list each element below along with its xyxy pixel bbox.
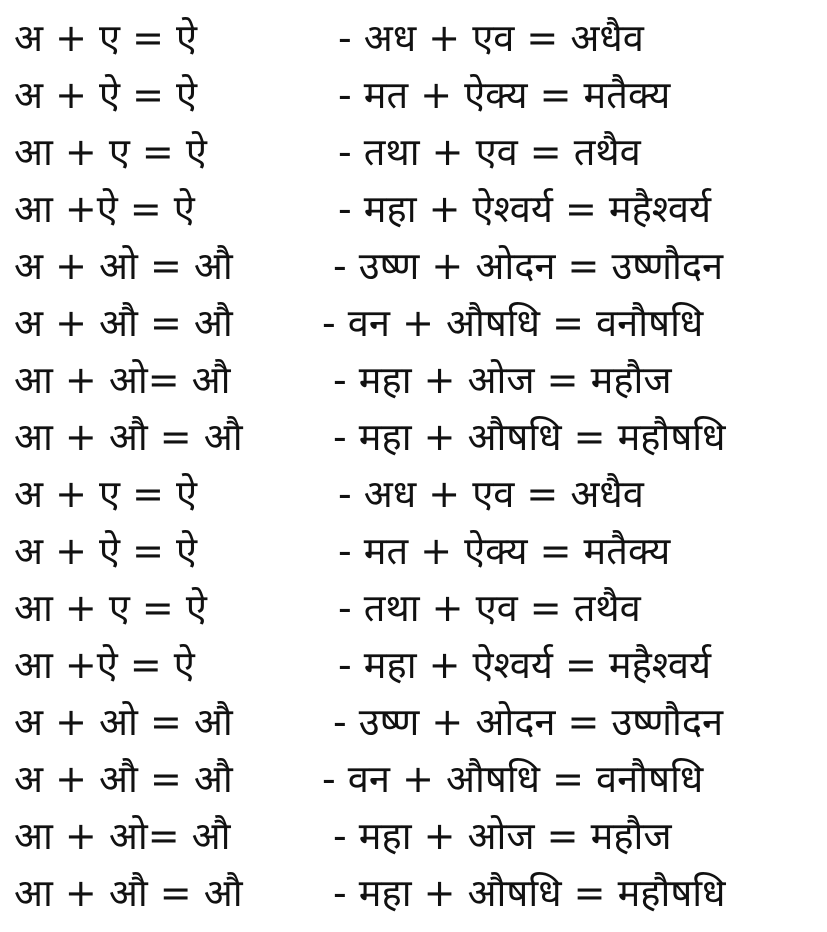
word-example: - मत + ऐक्य = मतैक्य (338, 73, 671, 117)
word-example: - उष्ण + ओदन = उष्णौदन (333, 700, 724, 744)
vowel-rule: अ + ओ = औ (14, 244, 233, 288)
vowel-rule: अ + ए = ऐ (14, 16, 198, 60)
sandhi-row (0, 352, 827, 409)
word-example: - महा + औषधि = महौषधि (333, 415, 726, 459)
sandhi-row (0, 466, 827, 523)
sandhi-row (0, 580, 827, 637)
vowel-rule: आ +ऐ = ऐ (14, 187, 195, 231)
sandhi-row (0, 295, 827, 352)
vowel-rule: अ + औ = औ (14, 301, 233, 345)
vowel-rule: आ + ए = ऐ (14, 130, 207, 174)
vowel-rule: अ + ओ = औ (14, 700, 233, 744)
sandhi-row (0, 523, 827, 580)
word-example: - अध + एव = अधैव (338, 16, 644, 60)
sandhi-row (0, 10, 827, 67)
word-example: - तथा + एव = तथैव (338, 586, 641, 630)
word-example: - वन + औषधि = वनौषधि (322, 301, 704, 345)
sandhi-row (0, 694, 827, 751)
word-example: - महा + औषधि = महौषधि (333, 871, 726, 915)
word-example: - महा + ओज = महौज (333, 358, 672, 402)
word-example: - महा + ऐश्वर्य = महैश्वर्य (338, 187, 712, 231)
vowel-rule: आ + ओ= औ (14, 814, 231, 858)
word-example: - वन + औषधि = वनौषधि (322, 757, 704, 801)
vowel-rule: आ + औ = औ (14, 415, 243, 459)
sandhi-row (0, 637, 827, 694)
word-example: - महा + ओज = महौज (333, 814, 672, 858)
vowel-rule: आ + औ = औ (14, 871, 243, 915)
sandhi-row (0, 751, 827, 808)
word-example: - अध + एव = अधैव (338, 472, 644, 516)
sandhi-row (0, 865, 827, 922)
vowel-rule: अ + औ = औ (14, 757, 233, 801)
vowel-rule: आ + ओ= औ (14, 358, 231, 402)
sandhi-row (0, 409, 827, 466)
word-example: - तथा + एव = तथैव (338, 130, 641, 174)
sandhi-row (0, 124, 827, 181)
vowel-rule: अ + ऐ = ऐ (14, 73, 198, 117)
sandhi-row (0, 238, 827, 295)
vowel-rule: आ +ऐ = ऐ (14, 643, 195, 687)
sandhi-row (0, 181, 827, 238)
word-example: - मत + ऐक्य = मतैक्य (338, 529, 671, 573)
vowel-rule: आ + ए = ऐ (14, 586, 207, 630)
word-example: - उष्ण + ओदन = उष्णौदन (333, 244, 724, 288)
sandhi-row (0, 808, 827, 865)
word-example: - महा + ऐश्वर्य = महैश्वर्य (338, 643, 712, 687)
vowel-rule: अ + ए = ऐ (14, 472, 198, 516)
vowel-rule: अ + ऐ = ऐ (14, 529, 198, 573)
sandhi-row (0, 67, 827, 124)
